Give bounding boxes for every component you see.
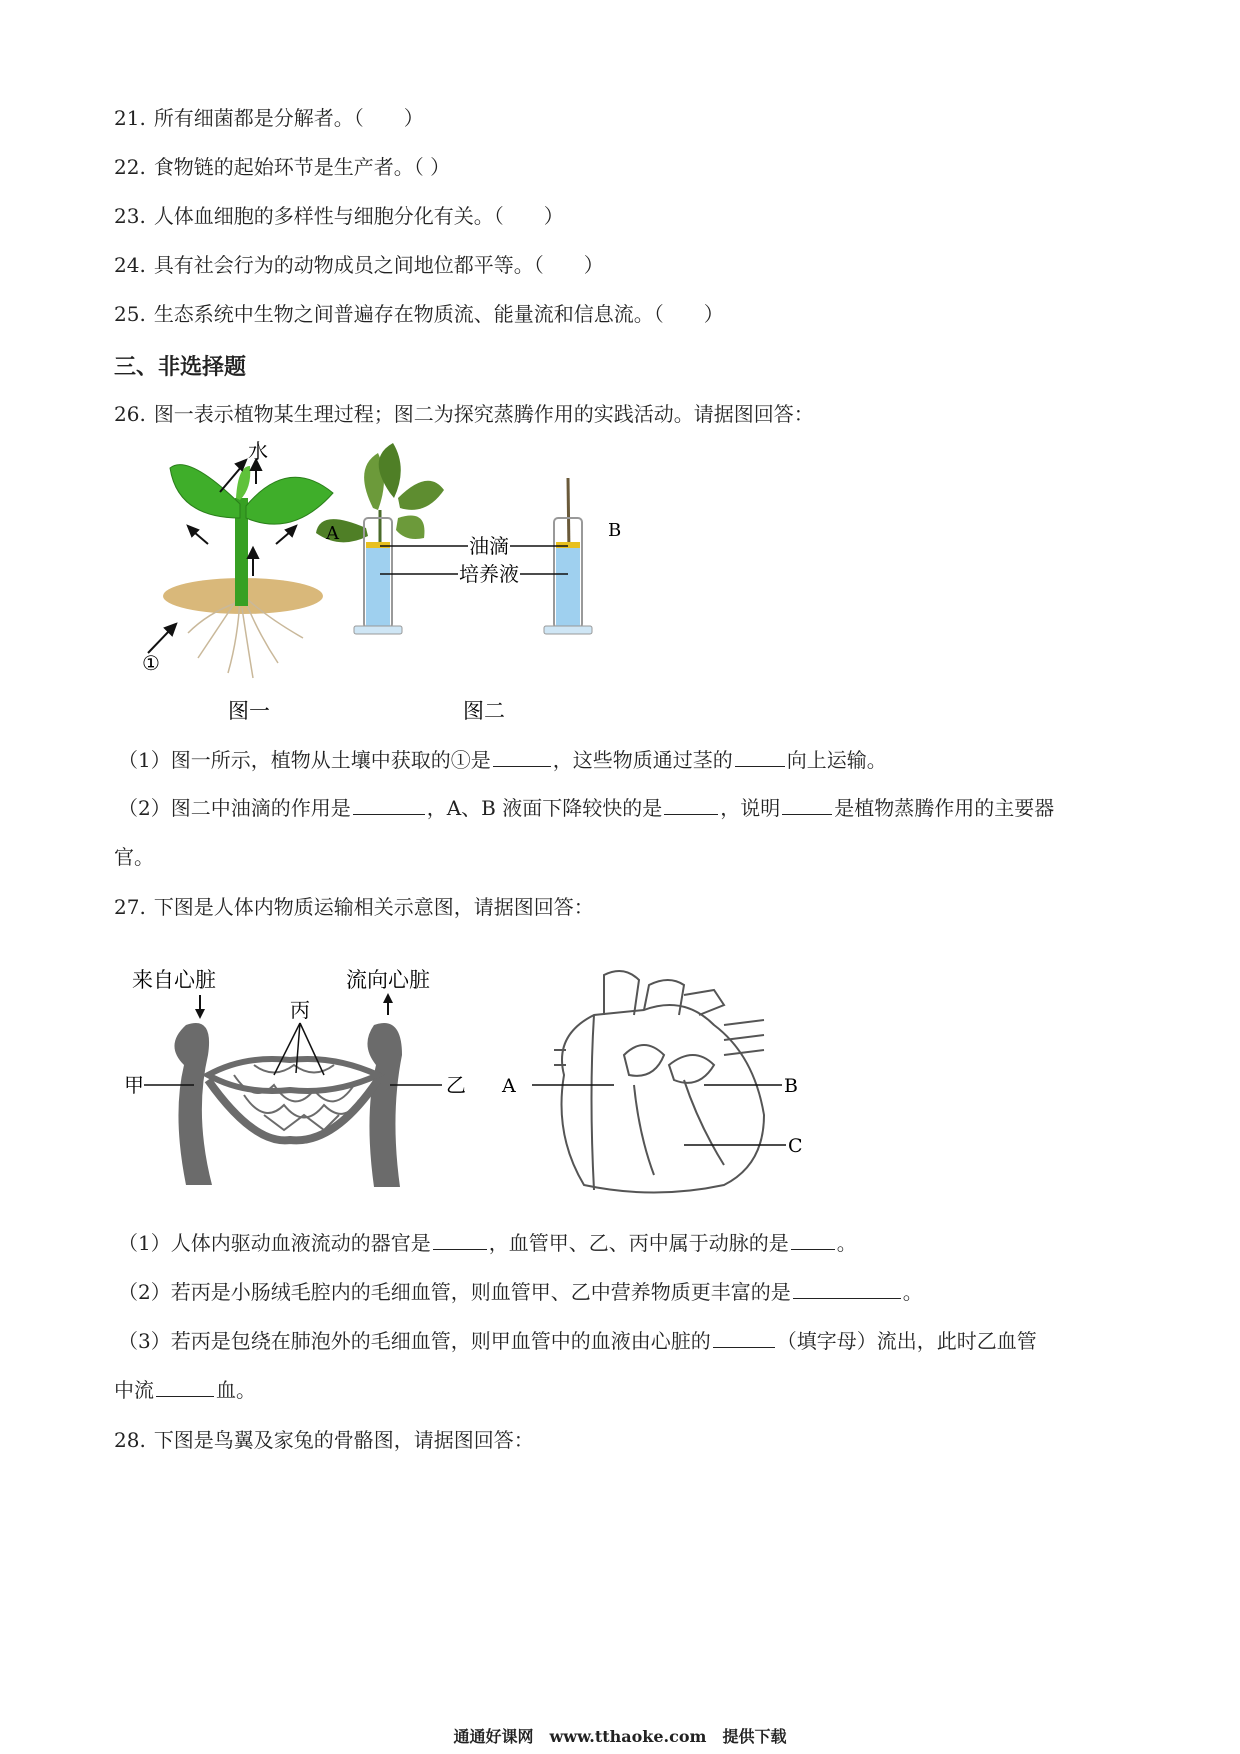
in-arrow-head <box>195 1009 205 1019</box>
jia-label: 甲 <box>124 1073 144 1097</box>
question-27-stem: 27. 下图是人体内物质运输相关示意图，请据图回答： <box>114 895 594 919</box>
from-heart-label: 来自心脏 <box>132 968 216 992</box>
tf-item-25: 25. 生态系统中生物之间普遍存在物质流、能量流和信息流。（ ） <box>114 302 724 326</box>
q26-part-2: （2）图二中油滴的作用是 ，A、B 液面下降较快的是 ，说明 是植物蒸腾作用的主要器 <box>118 796 1055 820</box>
test-tube-figure <box>316 443 621 723</box>
yi-label: 乙 <box>446 1073 466 1097</box>
solution-label: 培养液 <box>459 562 519 586</box>
water-label: 水 <box>248 439 268 463</box>
tf-item-21: 21. 所有细菌都是分解者。（ ） <box>114 106 424 130</box>
base-a <box>354 626 402 634</box>
liquid-b <box>556 548 580 626</box>
leaf-a4 <box>398 481 444 510</box>
to-heart-label: 流向心脏 <box>346 968 430 992</box>
question-26-stem: 26. 图一表示植物某生理过程；图二为探究蒸腾作用的实践活动。请据图回答： <box>114 402 814 426</box>
oil-a <box>366 542 390 548</box>
circle-1-label: ① <box>142 651 160 675</box>
label-b: B <box>608 520 622 541</box>
oil-label: 油滴 <box>469 534 509 558</box>
vena-cava <box>592 1015 595 1190</box>
q27-part-1: （1）人体内驱动血液流动的器官是 ，血管甲、乙、丙中属于动脉的是 。 <box>118 1231 857 1255</box>
tf-item-24: 24. 具有社会行为的动物成员之间地位都平等。（ ） <box>114 253 604 277</box>
leaf-a5 <box>396 516 424 540</box>
q27-figures <box>124 955 824 1195</box>
fig2-caption: 图二 <box>463 699 505 723</box>
left-leaf <box>170 465 240 518</box>
heart-label-a: A <box>502 1075 516 1097</box>
heart-label-c: C <box>788 1135 803 1157</box>
tf-item-23: 23. 人体血细胞的多样性与细胞分化有关。（ ） <box>114 204 564 228</box>
right-leaf <box>246 477 333 524</box>
q27-part-3: （3）若丙是包绕在肺泡外的毛细血管，则甲血管中的血液由心脏的 （填字母）流出，此时乙血管 <box>118 1329 1037 1353</box>
bing-label: 丙 <box>290 998 310 1022</box>
tf-item-22: 22. 食物链的起始环节是生产者。（ ） <box>114 155 451 179</box>
answer-blank[interactable] <box>156 1376 214 1397</box>
page-footer: 通通好课网 www.tthaoke.com 提供下载 <box>453 1727 787 1746</box>
valve-right <box>669 1055 714 1083</box>
artery-jia <box>174 1023 212 1185</box>
valve-left <box>624 1045 664 1076</box>
base-b <box>544 626 592 634</box>
heart-figure <box>532 971 786 1193</box>
vena-cava-stubs <box>554 1050 566 1065</box>
answer-blank[interactable] <box>735 746 785 767</box>
septum <box>634 1080 724 1175</box>
fig1-caption: 图一 <box>228 699 270 723</box>
answer-blank[interactable] <box>433 1229 487 1250</box>
heart-label-b: B <box>784 1075 798 1097</box>
vessel-top-1 <box>604 971 639 1015</box>
seedling-figure <box>142 439 333 723</box>
answer-blank[interactable] <box>793 1278 901 1299</box>
vessel-top-2 <box>644 980 684 1015</box>
answer-blank[interactable] <box>713 1327 775 1348</box>
answer-blank[interactable] <box>791 1229 835 1250</box>
oil-b <box>556 542 580 548</box>
answer-blank[interactable] <box>493 746 551 767</box>
vein-yi <box>367 1023 402 1187</box>
vessel-top-3 <box>684 990 724 1015</box>
label-a: A <box>326 523 339 544</box>
answer-blank[interactable] <box>353 794 425 815</box>
pulmonary-veins <box>724 1020 764 1055</box>
blood-vessel-figure <box>124 968 466 1187</box>
q27-part-2: （2）若丙是小肠绒毛腔内的毛细血管，则血管甲、乙中营养物质更丰富的是 。 <box>118 1280 923 1304</box>
q27-part-3-cont: 中流 血。 <box>114 1378 256 1402</box>
answer-blank[interactable] <box>664 794 718 815</box>
out-arrow-head <box>383 993 393 1003</box>
leaf-a3 <box>316 519 368 542</box>
q26-figures <box>128 438 628 728</box>
question-28-stem: 28. 下图是鸟翼及家兔的骨骼图，请据图回答： <box>114 1428 534 1452</box>
section-heading: 三、非选择题 <box>114 355 247 380</box>
liquid-a <box>366 548 390 626</box>
q26-part-1: （1）图一所示，植物从土壤中获取的①是 ，这些物质通过茎的 向上运输。 <box>118 748 887 772</box>
q26-part-2-cont: 官。 <box>114 845 154 869</box>
answer-blank[interactable] <box>782 794 832 815</box>
